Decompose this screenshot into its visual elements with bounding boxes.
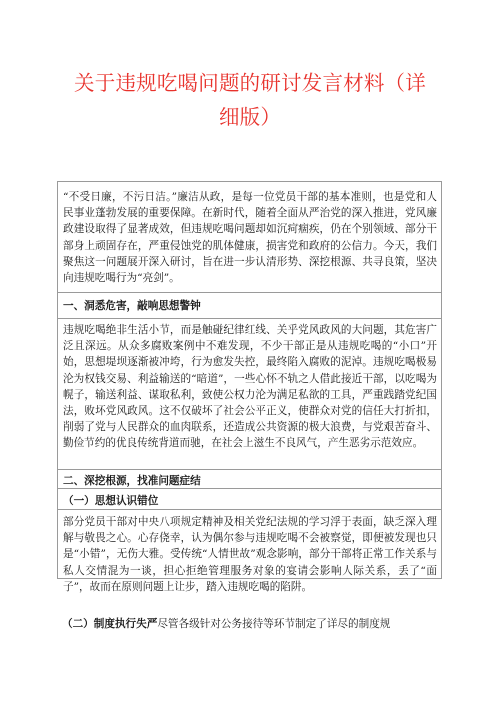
row-divider [58,488,441,489]
section1-heading: 一、洞悉危害，敲响思想警钟 [63,300,201,312]
subsection2-line [62,616,390,632]
title-line-1: 关于违规吃喝问题的研讨发言材料（详 [74,71,426,95]
title-line-2: 细版） [218,105,282,129]
row-divider [58,292,441,293]
row-divider [58,509,441,510]
document-title [40,66,460,134]
subsection2-text: 尽管各级针对公务接待等环节制定了详尽的制度规 [157,618,391,630]
section2-heading: 二、深挖根源，找准问题症结 [63,475,201,487]
subsection1-heading: （一）思想认识错位 [63,495,159,507]
intro-paragraph: “不受日廉，不污日洁。”廉洁从政，是每一位党员干部的基本准则，也是党和人民事业蓬勃发展的重要保障。在新时代，随着全面从严治党的深入推进，党风廉政建设取得了显著成效，但违规吃喝问题却如沉疴痼疾，仍在个别领域、部分干部身上顽固存在，严重侵蚀党的肌体健康，损害党和政府的公信力。今天，我们聚焦这一问题展开深入研讨，旨在进一步认清形势、深挖根源、共寻良策，坚决向违规吃喝行为“亮剑”。 [63,191,437,285]
subsection2-heading: （二）制度执行失严 [62,618,158,630]
section1-paragraph: 违规吃喝绝非生活小节，而是触碰纪律红线、关乎党风政风的大问题，其危害广泛且深远。从众多腐败案例中不难发现，不少干部正是从违规吃喝的“小口”开始，思想堤坝逐渐被冲垮，行为愈发失控，最终陷入腐败的泥淖。违规吃喝极易沦为权钱交易、利益输送的“暗道”，一些心怀不轨之人借此接近干部，以吃喝为幌子，输送利益、谋取私利，致使公权力沦为满足私欲的工具，严重践踏党纪国法，败坏党风政风。这不仅破坏了社会公平正义，使群众对党的信任大打折扣，削弱了党与人民群众的血肉联系，还造成公共资源的极大浪费，与党艰苦奋斗、勤俭节约的优良传统背道而驰，在社会上滋生不良风气，产生恶劣示范效应。 [63,324,437,450]
row-divider [58,469,441,470]
subsection1-paragraph: 部分党员干部对中央八项规定精神及相关党纪法规的学习浮于表面，缺乏深入理解与敬畏之心。心存侥幸，认为偶尔参与违规吃喝不会被察觉，即便被发现也只是“小错”，无伤大雅。受传统“人情世故”观念影响，部分干部将正常工作关系与私人交情混为一谈，担心拒绝管理服务对象的宴请会影响人际关系，丢了“面子”，故而在原则问题上让步，踏入违规吃喝的陷阱。 [63,516,437,593]
content-table [57,181,442,593]
row-divider [58,318,441,319]
